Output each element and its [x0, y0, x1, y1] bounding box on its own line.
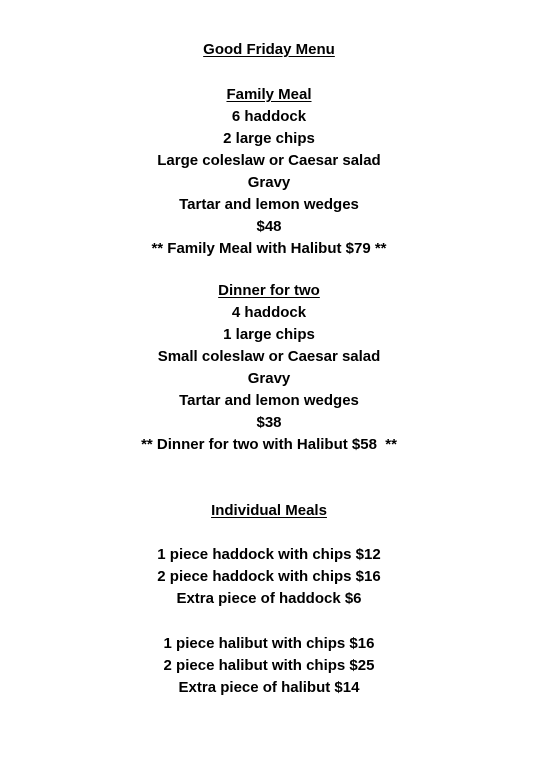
haddock-meal-item: 1 piece haddock with chips $12 [157, 546, 381, 563]
dinner-for-two-item: Small coleslaw or Caesar salad [157, 348, 381, 365]
family-meal-halibut-option: ** Family Meal with Halibut $79 ** [151, 240, 387, 257]
dinner-for-two-heading: Dinner for two [218, 282, 320, 299]
dinner-for-two-halibut-option: ** Dinner for two with Halibut $58 ** [141, 436, 397, 453]
haddock-meal-item: 2 piece haddock with chips $16 [157, 568, 381, 585]
haddock-meal-item: Extra piece of haddock $6 [176, 590, 362, 607]
halibut-meal-item: 1 piece halibut with chips $16 [163, 635, 375, 652]
halibut-meal-item: 2 piece halibut with chips $25 [163, 657, 375, 674]
family-meal-item: Gravy [247, 174, 291, 191]
family-meal-item: 2 large chips [223, 130, 315, 147]
dinner-for-two-price: $38 [256, 414, 282, 431]
dinner-for-two-item: 4 haddock [231, 304, 307, 321]
halibut-meal-item: Extra piece of halibut $14 [178, 679, 360, 696]
individual-meals-heading: Individual Meals [211, 502, 327, 519]
dinner-for-two-item: Gravy [247, 370, 291, 387]
family-meal-heading: Family Meal [226, 86, 312, 103]
dinner-for-two-item: 1 large chips [223, 326, 315, 343]
page-title: Good Friday Menu [203, 41, 335, 58]
dinner-for-two-item: Tartar and lemon wedges [179, 392, 359, 409]
family-meal-item: Tartar and lemon wedges [179, 196, 359, 213]
family-meal-item: Large coleslaw or Caesar salad [157, 152, 381, 169]
family-meal-item: 6 haddock [231, 108, 307, 125]
family-meal-price: $48 [256, 218, 282, 235]
